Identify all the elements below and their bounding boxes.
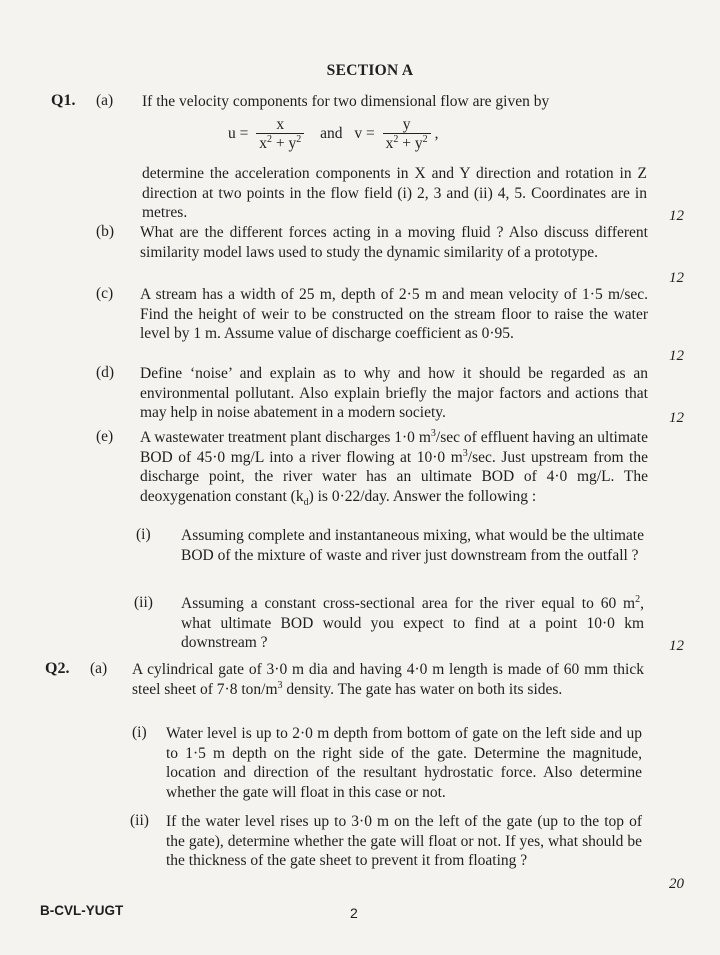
marks-q1a: 12 <box>669 208 684 224</box>
part-label-q2a: (a) <box>90 660 108 677</box>
u-fraction <box>256 116 304 153</box>
q1d-text: Define ‘noise’ and explain as to why and how it should be regarded as an environmental pollutant. Also explain briefly the major factors and actions that may help in noise abatement in a modern society. <box>140 365 648 421</box>
q1b-text: What are the different forces acting in a moving fluid ? Also discuss different similarity model laws used to study the dynamic similarity of a prototype. <box>140 224 648 261</box>
q1e-ii-text: Assuming a constant cross-sectional area for the river equal to 60 $m^2$, what ultimate BOD would you expect to find at a point 10·0 km downstream ? <box>181 593 644 651</box>
v-fraction <box>383 116 431 153</box>
subpart-label-q1e-ii: (ii) <box>134 594 153 611</box>
subpart-label-q2a-ii: (ii) <box>130 812 149 829</box>
paper-code: B-CVL-YUGT <box>40 903 124 918</box>
marks-q1b: 12 <box>669 270 684 286</box>
velocity-formula <box>228 116 439 153</box>
page-number: 2 <box>350 905 358 921</box>
part-label-q1e: (e) <box>96 428 114 445</box>
q1e-text: A wastewater treatment plant discharges 1·0 $m^3/\sec$ of effluent having an ultimate BOD of 45·0 mg/L into a river flowing at 10·0 $m^3/\sec$. Just upstream from the discharge point, the river water has an ultimate BOD of 4·0 mg/L. The deoxygenation constant $(k_d)$ is 0·22/day. Answer the following : <box>140 427 648 508</box>
formula-comma: , <box>434 125 439 143</box>
v-denominator: $x^2 + y^2$ <box>385 133 428 152</box>
q1a-intro: If the velocity components for two dimensional flow are given by <box>142 93 550 110</box>
q1c-text: A stream has a width of 25 m, depth of 2·5 m and mean velocity of 1·5 m/sec. Find the height of weir to be constructed on the stream floor to raise the water level by 1 m. Assume value of discharge coefficient as 0·95. <box>140 286 648 342</box>
part-label-q1c: (c) <box>96 285 114 302</box>
u-denominator: $x^2 + y^2$ <box>259 133 302 152</box>
formula-v-lhs: v = <box>354 125 375 143</box>
formula-u-lhs: u = <box>228 125 249 143</box>
q1a-text: determine the acceleration components in X and Y direction and rotation in Z direction at two points in the flow field (i) 2, 3 and (ii) 4, 5. Coordinates are in metres. <box>142 165 647 221</box>
marks-q2a: 20 <box>669 876 684 892</box>
q2a-ii-text: If the water level rises up to 3·0 m on the left of the gate (up to the top of the gate), determine whether the gate will float or not. If yes, what should be the thickness of the gate sheet to prevent it from floating ? <box>166 813 642 869</box>
subpart-label-q2a-i: (i) <box>132 724 147 741</box>
part-label-q1d: (d) <box>96 364 115 381</box>
marks-q1c: 12 <box>669 348 684 364</box>
v-numerator: y <box>383 116 431 134</box>
section-title: SECTION A <box>326 62 414 79</box>
part-label-q1b: (b) <box>96 223 115 240</box>
q2a-i-text: Water level is up to 2·0 m depth from bottom of gate on the left side and up to 1·5 m depth on the right side of the gate. Determine the magnitude, location and direction of the resultant hydrostatic force. Also determine whether the gate will float in this case or not. <box>166 725 642 801</box>
q2a-text: A cylindrical gate of 3·0 m dia and having 4·0 m length is made of 60 mm thick steel sheet of 7·8 ton/$m^3$ density. The gate has water on both its sides. <box>132 661 644 698</box>
marks-q1e: 12 <box>669 638 684 654</box>
question-number-q2: Q2. <box>45 660 70 677</box>
question-number-q1: Q1. <box>51 92 76 109</box>
marks-q1d: 12 <box>669 410 684 426</box>
u-numerator: x <box>256 116 304 134</box>
part-label-q1a: (a) <box>96 92 114 109</box>
formula-and: and <box>320 125 343 143</box>
q1e-i-text: Assuming complete and instantaneous mixing, what would be the ultimate BOD of the mixture of waste and river just downstream from the outfall ? <box>181 527 644 564</box>
subpart-label-q1e-i: (i) <box>136 526 151 543</box>
